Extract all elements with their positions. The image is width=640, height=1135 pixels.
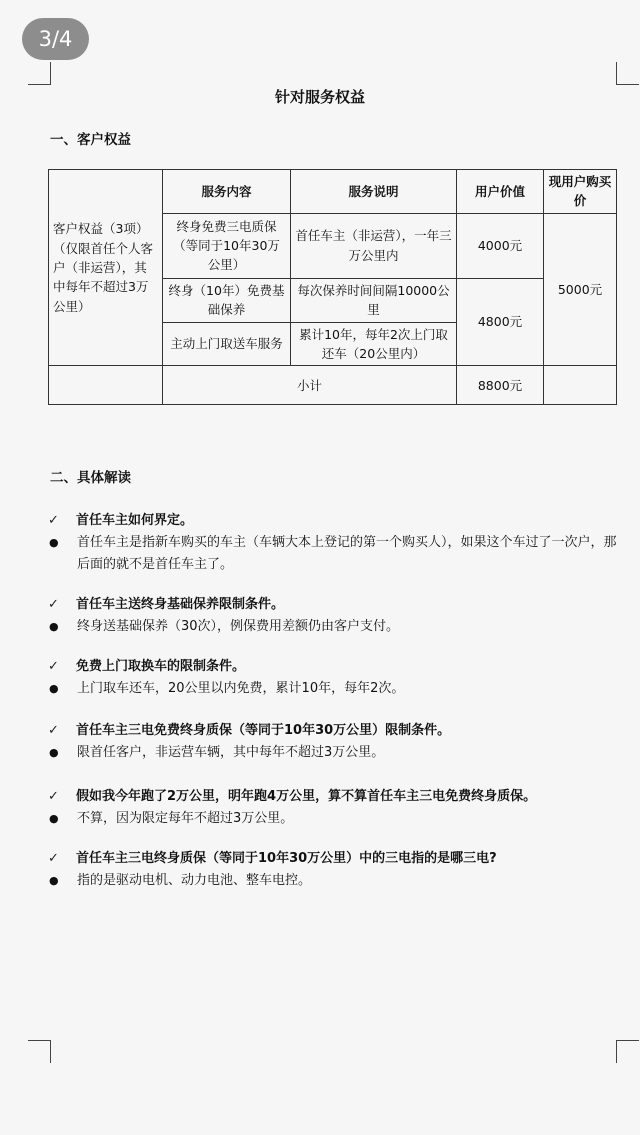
check-icon: ✓ xyxy=(48,659,59,674)
section-heading-details: 二、具体解读 xyxy=(50,470,131,486)
header-purchase-price: 现用户购买价 xyxy=(544,170,617,214)
bullet-icon: ● xyxy=(49,536,59,549)
bullet-icon: ● xyxy=(49,746,59,759)
answer-text: 终身送基础保养（30次），例保费用差额仍由客户支付。 xyxy=(77,619,400,634)
question-text: 免费上门取换车的限制条件。 xyxy=(76,659,246,674)
qa-item xyxy=(48,786,623,830)
bullet-icon: ● xyxy=(49,620,59,633)
service-desc-cell: 累计10年，每年2次上门取还车（20公里内） xyxy=(291,322,457,366)
page-indicator: 3/4 xyxy=(22,18,89,60)
service-content-cell: 终身免费三电质保（等同于10年30万公里） xyxy=(163,213,291,278)
question-text: 首任车主送终身基础保养限制条件。 xyxy=(76,597,285,612)
qa-item xyxy=(48,510,623,576)
crop-mark-top-right xyxy=(616,62,639,85)
check-icon: ✓ xyxy=(48,723,59,738)
crop-mark-bottom-right xyxy=(616,1040,639,1063)
subtotal-row xyxy=(49,366,617,405)
purchase-price-cell: 5000元 xyxy=(544,213,617,366)
answer-text: 限首任客户，非运营车辆，其中每年不超过3万公里。 xyxy=(77,745,385,760)
crop-mark-top-left xyxy=(28,62,51,85)
qa-item xyxy=(48,656,623,700)
bullet-icon: ● xyxy=(49,874,59,887)
check-icon: ✓ xyxy=(48,789,59,804)
header-user-value: 用户价值 xyxy=(457,170,544,214)
qa-item xyxy=(48,848,623,892)
merged-user-value-cell: 4800元 xyxy=(457,278,544,366)
question-text: 首任车主如何界定。 xyxy=(76,513,194,528)
document-title: 针对服务权益 xyxy=(274,88,365,106)
check-icon: ✓ xyxy=(48,597,59,612)
user-value-cell: 4000元 xyxy=(457,213,544,278)
answer-text: 首任车主是指新车购买的车主（车辆大本上登记的第一个购买人），如果这个车过了一次户，那后面的就不是首任车主了。 xyxy=(77,535,617,572)
section-heading-customer-benefits: 一、客户权益 xyxy=(50,132,131,148)
subtotal-label: 小计 xyxy=(163,366,457,405)
answer-text: 指的是驱动电机、动力电池、整车电控。 xyxy=(77,873,312,888)
answer-text: 不算，因为限定每年不超过3万公里。 xyxy=(77,811,294,826)
service-content-cell: 终身（10年）免费基础保养 xyxy=(163,278,291,322)
question-text: 假如我今年跑了2万公里，明年跑4万公里，算不算首任车主三电免费终身质保。 xyxy=(76,789,537,804)
bullet-icon: ● xyxy=(49,812,59,825)
check-icon: ✓ xyxy=(48,851,59,866)
bullet-icon: ● xyxy=(49,682,59,695)
header-service-content: 服务内容 xyxy=(163,170,291,214)
header-service-desc: 服务说明 xyxy=(291,170,457,214)
subtotal-value: 8800元 xyxy=(457,366,544,405)
question-text: 首任车主三电免费终身质保（等同于10年30万公里）限制条件。 xyxy=(76,723,451,738)
check-icon: ✓ xyxy=(48,513,59,528)
question-text: 首任车主三电终身质保（等同于10年30万公里）中的三电指的是哪三电? xyxy=(76,851,497,866)
service-desc-cell: 每次保养时间间隔10000公里 xyxy=(291,278,457,322)
service-desc-cell: 首任车主（非运营），一年三万公里内 xyxy=(291,213,457,278)
service-content-cell: 主动上门取送车服务 xyxy=(163,322,291,366)
table-header-row xyxy=(49,170,617,214)
qa-item xyxy=(48,594,623,638)
benefits-table xyxy=(48,169,617,405)
crop-mark-bottom-left xyxy=(28,1040,51,1063)
answer-text: 上门取车还车，20公里以内免费，累计10年，每年2次。 xyxy=(77,681,405,696)
benefit-category-cell: 客户权益（3项）（仅限首任个人客户（非运营），其中每年不超过3万公里） xyxy=(49,170,163,366)
qa-item xyxy=(48,720,623,764)
